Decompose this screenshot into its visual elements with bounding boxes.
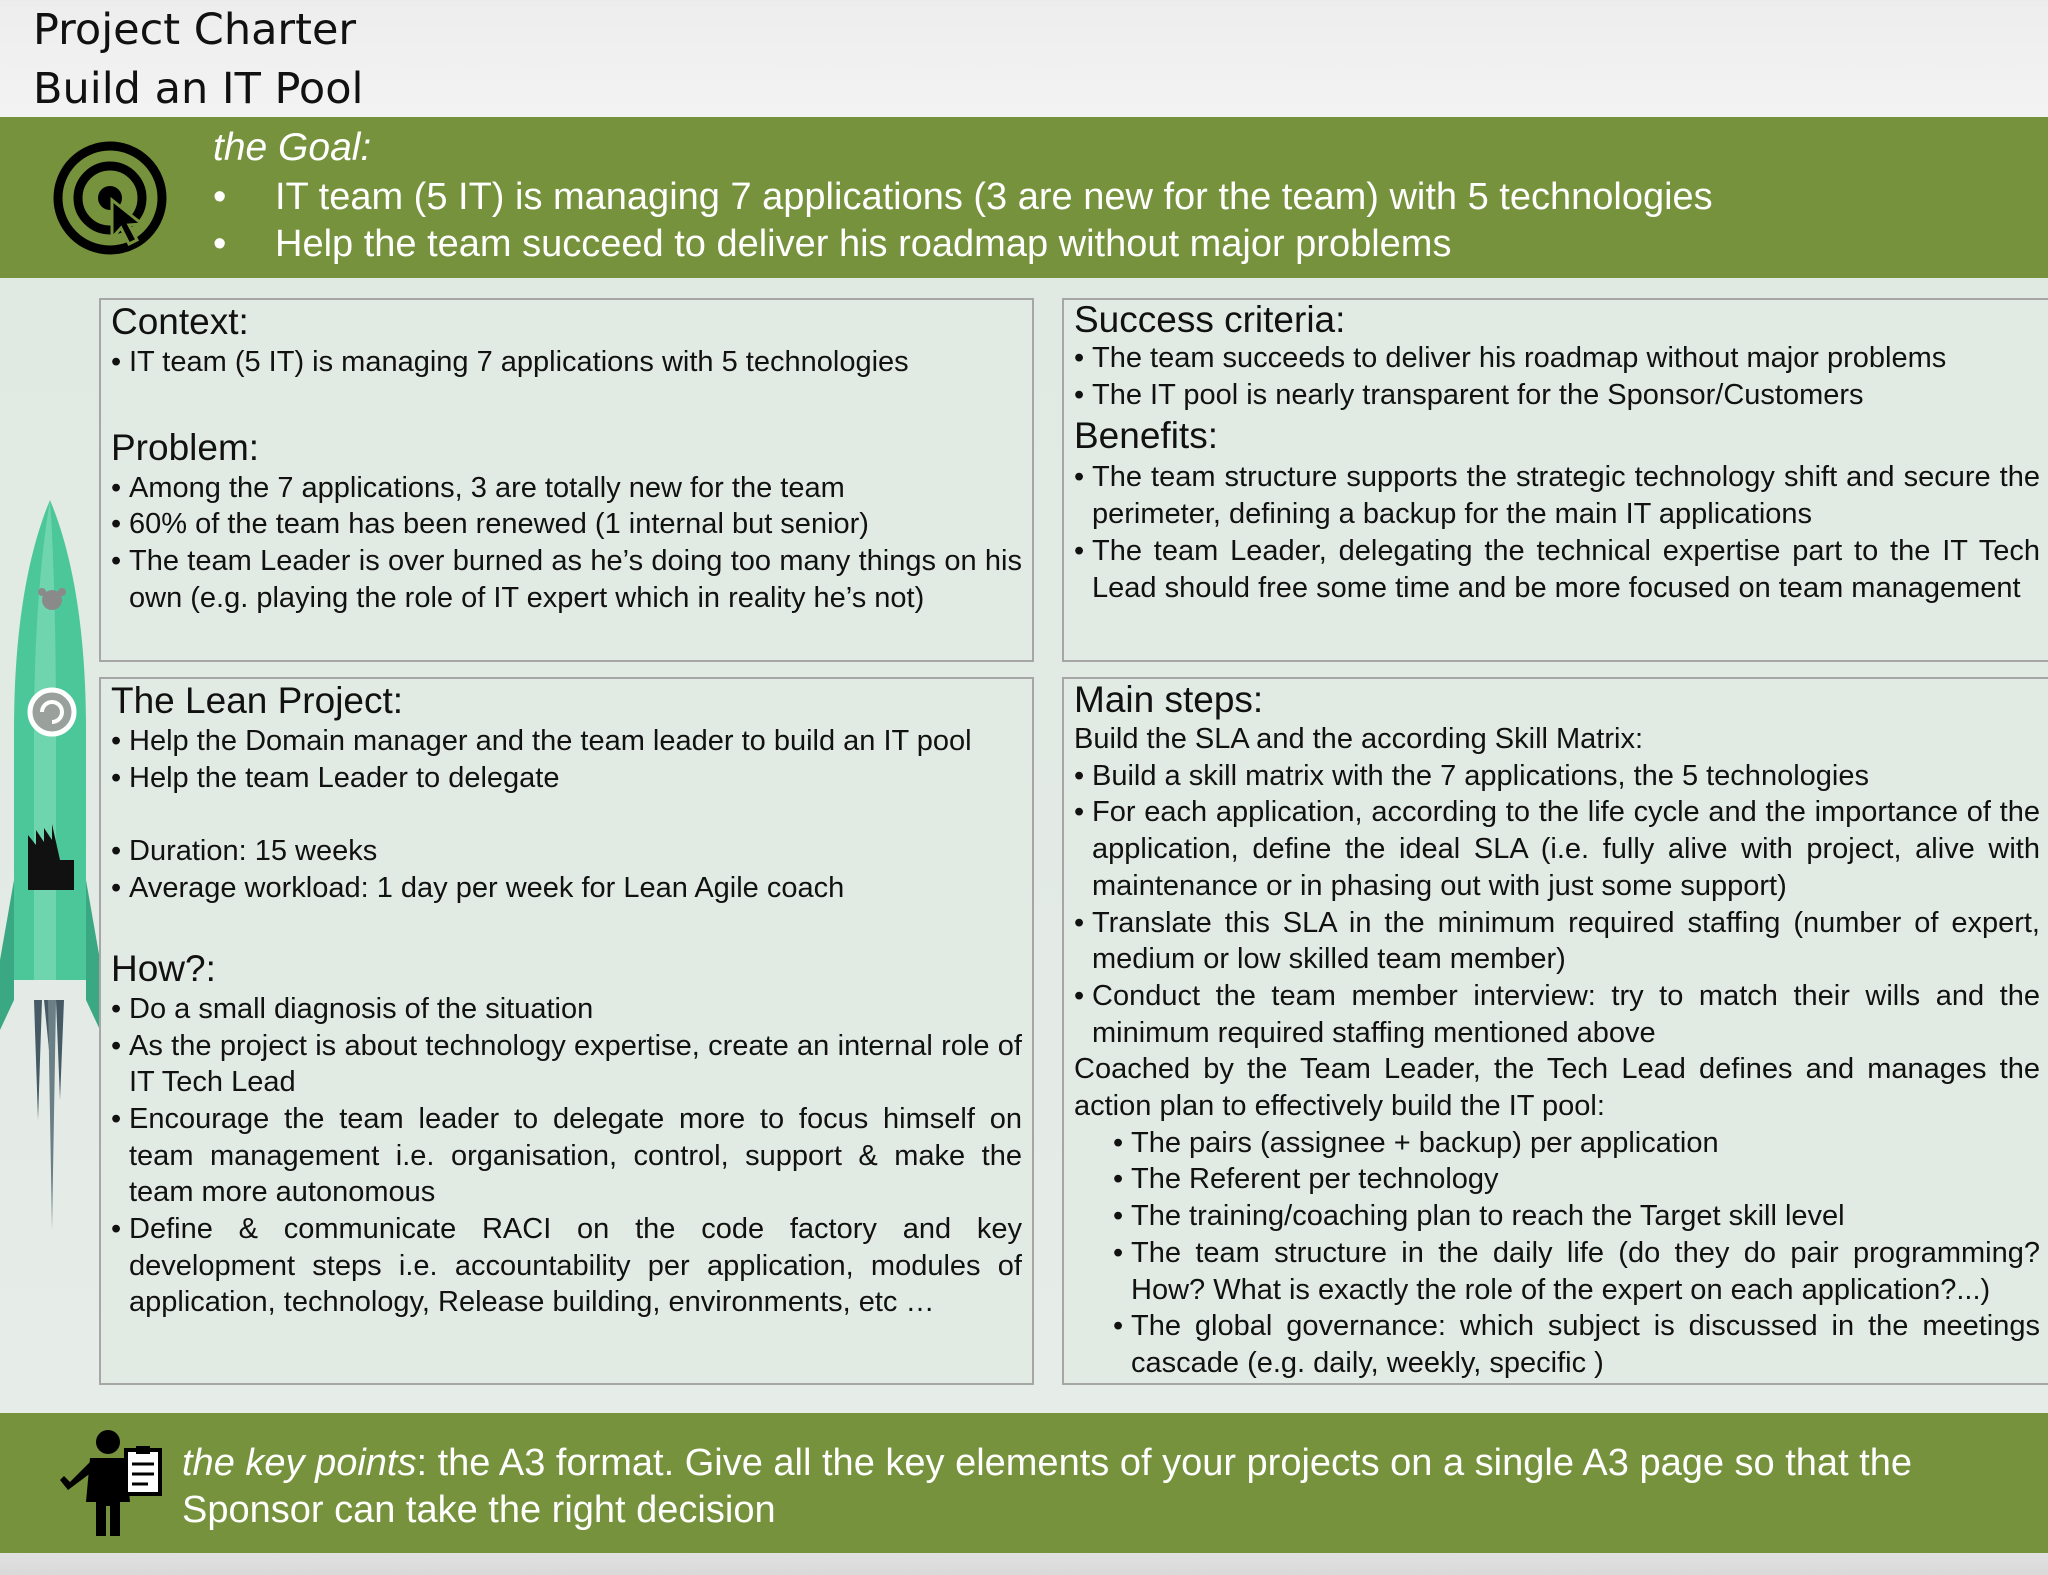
list-item: • Translate this SLA in the minimum required staffing (number of expert, medium or low skilled team member) [1074, 905, 2040, 978]
list-item: • Conduct the team member interview: try to match their wills and the minimum required staffing mentioned above [1074, 978, 2040, 1051]
main-steps-panel [1062, 677, 2048, 1385]
list-item: • As the project is about technology expertise, create an internal role of IT Tech Lead [111, 1028, 1022, 1101]
list-item: • The training/coaching plan to reach the Target skill level [1074, 1198, 2040, 1235]
benefits-list [1074, 459, 2040, 606]
list-item: • The team Leader, delegating the technical expertise part to the IT Tech Lead should free some time and be more focused on team management [1074, 533, 2040, 606]
rocket-icon [0, 500, 100, 1230]
list-item: • Encourage the team leader to delegate more to focus himself on team management i.e. organisation, control, support & make the team more autonomous [111, 1101, 1022, 1211]
list-item: • Define & communicate RACI on the code factory and key development steps i.e. accountability per application, modules of application, technology, Release building, environments, etc … [111, 1211, 1022, 1321]
steps-intro: Build the SLA and the according Skill Matrix: [1074, 723, 1644, 755]
list-item: • Build a skill matrix with the 7 applications, the 5 technologies [1074, 758, 2040, 795]
context-problem-panel [99, 298, 1034, 662]
how-list [111, 991, 1022, 1321]
success-heading: Success criteria: [1074, 299, 1346, 340]
success-benefits-panel [1062, 298, 2048, 662]
list-item: • The Referent per technology [1074, 1161, 2040, 1198]
list-item: • The IT pool is nearly transparent for the Sponsor/Customers [1074, 377, 2040, 414]
list-item: • The team structure supports the strategic technology shift and secure the perimeter, defining a backup for the main IT applications [1074, 459, 2040, 532]
list-item: • The global governance: which subject is discussed in the meetings cascade (e.g. daily, weekly, specific ) [1074, 1308, 2040, 1381]
list-item: • IT team (5 IT) is managing 7 applications with 5 technologies [111, 344, 1022, 381]
list-item: • The team succeeds to deliver his roadmap without major problems [1074, 340, 2040, 377]
context-heading: Context: [111, 301, 249, 342]
person-clipboard-icon [56, 1428, 174, 1538]
lean-details-list [111, 833, 1022, 906]
steps-coached: Coached by the Team Leader, the Tech Lead defines and manages the action plan to effectively build the IT pool: [1074, 1053, 2040, 1123]
list-item: • 60% of the team has been renewed (1 internal but senior) [111, 506, 1022, 543]
how-heading: How?: [111, 947, 216, 989]
key-points-text [182, 1440, 2002, 1534]
steps-list [1074, 758, 2040, 1052]
success-list [1074, 340, 2040, 413]
problem-heading: Problem: [111, 426, 260, 468]
goal-item: • IT team (5 IT) is managing 7 applications (3 are new for the team) with 5 technologies [213, 176, 1713, 218]
goal-heading: the Goal: [213, 126, 372, 169]
lean-heading: The Lean Project: [111, 680, 404, 721]
page-title: Project Charter [33, 5, 357, 55]
list-item: • The team structure in the daily life (do they do pair programming? How? What is exactly the role of the expert on each application?...) [1074, 1235, 2040, 1308]
goal-item: • Help the team succeed to deliver his roadmap without major problems [213, 223, 1452, 265]
key-points-lead: the key points [182, 1442, 417, 1484]
context-list [111, 344, 1022, 381]
target-icon [50, 138, 170, 258]
list-item: • Among the 7 applications, 3 are totally new for the team [111, 470, 1022, 507]
list-item: • Do a small diagnosis of the situation [111, 991, 1022, 1028]
lean-list [111, 723, 1022, 796]
steps-heading: Main steps: [1074, 679, 1264, 720]
key-points-body: : the A3 format. Give all the key elements of your projects on a single A3 page so that the Sponsor can take the right decision [182, 1442, 1913, 1531]
list-item: • The team Leader is over burned as he’s doing too many things on his own (e.g. playing the role of IT expert which in reality he’s not) [111, 543, 1022, 616]
list-item: • The pairs (assignee + backup) per application [1074, 1125, 2040, 1162]
steps-sublist [1074, 1125, 2040, 1382]
problem-list [111, 470, 1022, 617]
benefits-heading: Benefits: [1074, 415, 1218, 457]
list-item: • Help the Domain manager and the team leader to build an IT pool [111, 723, 1022, 760]
list-item: • Duration: 15 weeks [111, 833, 1022, 870]
list-item: • For each application, according to the life cycle and the importance of the application, define the ideal SLA (i.e. fully alive with project, alive with maintenance or in phasing out with just some support) [1074, 794, 2040, 904]
list-item: • Average workload: 1 day per week for Lean Agile coach [111, 870, 1022, 907]
page-subtitle: Build an IT Pool [33, 64, 364, 114]
lean-project-panel [99, 677, 1034, 1385]
list-item: • Help the team Leader to delegate [111, 760, 1022, 797]
